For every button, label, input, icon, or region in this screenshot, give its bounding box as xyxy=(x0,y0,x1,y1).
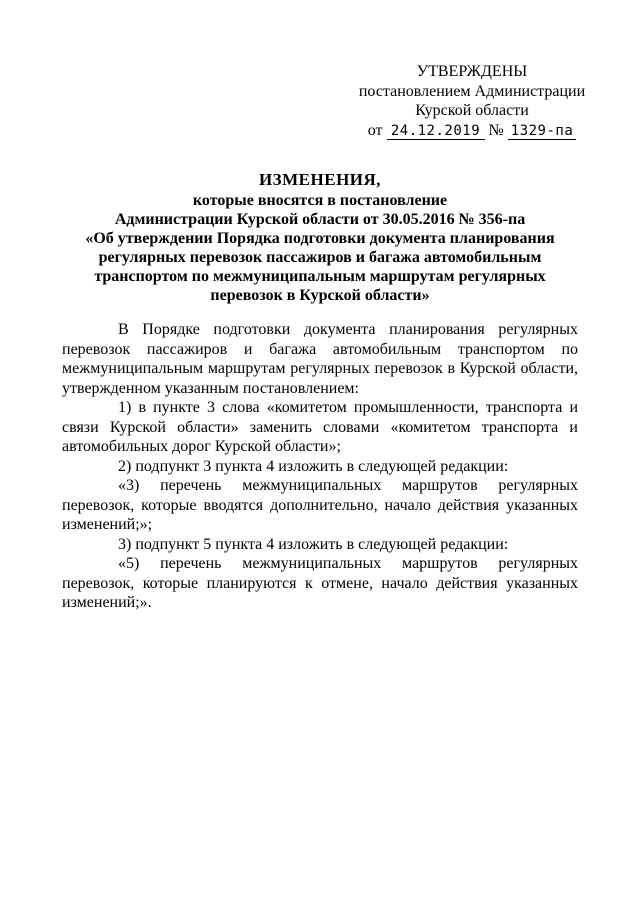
paragraph-item-2: 2) подпункт 3 пункта 4 изложить в следующей редакции: xyxy=(118,457,509,475)
approval-number: 1329-па xyxy=(508,123,577,140)
approval-heading: УТВЕРЖДЕНЫ xyxy=(416,63,528,80)
paragraph-quote-3: «3) перечень межмуниципальных маршрутов регулярных перевозок, которые вводятся дополнительно, начало действия указанных изменений;»; xyxy=(62,477,578,533)
number-label: № xyxy=(488,121,504,139)
title-line: транспортом по межмуниципальным маршрутам регулярных xyxy=(94,267,546,285)
title-line: регулярных перевозок пассажиров и багажа автомобильным xyxy=(98,248,542,266)
paragraph-item-3: 3) подпункт 5 пункта 4 изложить в следующей редакции: xyxy=(118,535,509,553)
title-heading: ИЗМЕНЕНИЯ, xyxy=(258,170,382,189)
approval-stamp xyxy=(352,62,592,140)
title-line: которые вносятся в постановление xyxy=(192,191,448,209)
approval-date-number xyxy=(352,121,592,141)
paragraph-item-1: 1) в пункте 3 слова «комитетом промышленности, транспорта и связи Курской области» заменить словами «комитетом транспорта и автомобильных дорог Курской области»; xyxy=(62,399,578,455)
approval-date: 24.12.2019 xyxy=(387,123,485,140)
paragraph-quote-5: «5) перечень межмуниципальных маршрутов регулярных перевозок, которые планируются к отмене, начало действия указанных изменений;». xyxy=(62,555,578,611)
title-line: перевозок в Курской области» xyxy=(210,286,430,304)
document-title xyxy=(60,170,580,305)
from-label: от xyxy=(367,121,383,139)
title-line: Администрации Курской области от 30.05.2016 № 356-па xyxy=(114,210,526,228)
paragraph-intro: В Порядке подготовки документа планирования регулярных перевозок пассажиров и багажа автомобильным транспортом по межмуниципальным маршрутам регулярных перевозок в Курской области, утвержденном указанным постановлением: xyxy=(62,321,578,397)
approval-region: Курской области xyxy=(415,102,529,119)
approval-issuer: постановлением Администрации xyxy=(358,82,586,100)
document-body xyxy=(62,320,578,613)
title-line: «Об утверждении Порядка подготовки документа планирования xyxy=(85,229,555,247)
